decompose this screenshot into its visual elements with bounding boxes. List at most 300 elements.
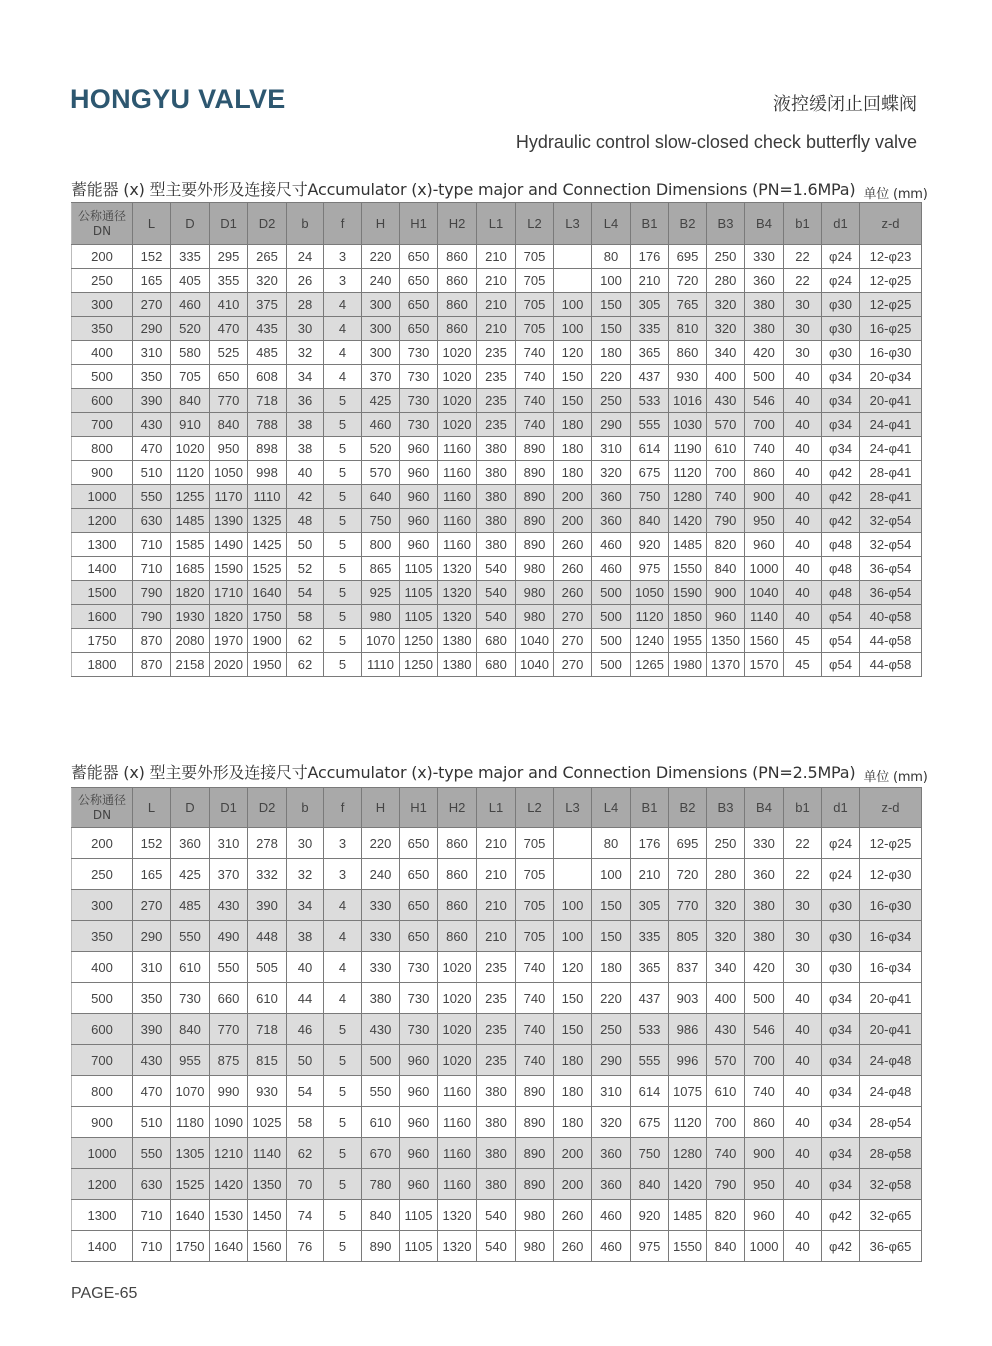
cell-b4: 1140 [745, 605, 784, 629]
cell-l2: 705 [516, 828, 554, 859]
column-header-z-d: z-d [860, 788, 922, 828]
cell-z-d: 12-φ25 [860, 269, 922, 293]
cell-l1: 380 [477, 461, 516, 485]
cell-b1: 30 [784, 317, 822, 341]
cell-b4: 380 [745, 921, 784, 952]
cell-l2: 705 [516, 245, 554, 269]
cell-l2: 705 [516, 317, 554, 341]
cell-d1: 950 [210, 437, 248, 461]
cell-b: 54 [287, 581, 324, 605]
cell-d1: φ30 [822, 341, 860, 365]
column-header-b2: B2 [669, 203, 707, 245]
cell-l: 870 [133, 653, 171, 677]
cell-z-d: 28-φ58 [860, 1138, 922, 1169]
cell-b2: 1420 [669, 1169, 707, 1200]
cell-f: 5 [324, 485, 362, 509]
cell-z-d: 16-φ30 [860, 890, 922, 921]
cell-h1: 730 [400, 413, 438, 437]
cell-l3: 260 [554, 1231, 592, 1262]
cell-b1: 305 [631, 890, 669, 921]
cell-f: 5 [324, 1076, 362, 1107]
cell-h2: 1020 [438, 389, 477, 413]
table-row [72, 828, 922, 859]
cell-d: 955 [171, 1045, 210, 1076]
cell-b2: 1075 [669, 1076, 707, 1107]
cell-l: 310 [133, 952, 171, 983]
cell-d1: φ42 [822, 509, 860, 533]
cell-h: 460 [362, 413, 400, 437]
cell-l4: 150 [592, 890, 631, 921]
cell-h1: 960 [400, 1045, 438, 1076]
cell-l2: 705 [516, 921, 554, 952]
cell-f: 4 [324, 341, 362, 365]
cell-l3: 270 [554, 653, 592, 677]
column-header-dn-cn: 公称通径 [77, 208, 126, 223]
cell-h1: 650 [400, 890, 438, 921]
cell-h1: 960 [400, 533, 438, 557]
column-header-h: H [362, 203, 400, 245]
cell-l2: 890 [516, 1107, 554, 1138]
cell-b4: 900 [745, 485, 784, 509]
cell-b4: 1040 [745, 581, 784, 605]
cell-l4: 500 [592, 581, 631, 605]
cell-b1: 30 [784, 890, 822, 921]
cell-b: 62 [287, 653, 324, 677]
cell-l4: 320 [592, 461, 631, 485]
column-header-b2: B2 [669, 788, 707, 828]
cell-b3: 610 [707, 1076, 745, 1107]
table-row [72, 605, 922, 629]
cell-b4: 740 [745, 437, 784, 461]
cell-l2: 980 [516, 1200, 554, 1231]
cell-l3: 180 [554, 413, 592, 437]
cell-b3: 790 [707, 1169, 745, 1200]
cell-d1: 770 [210, 389, 248, 413]
cell-b: 54 [287, 1076, 324, 1107]
cell-h: 750 [362, 509, 400, 533]
cell-f: 5 [324, 1138, 362, 1169]
cell-b: 32 [287, 341, 324, 365]
cell-b1: 22 [784, 269, 822, 293]
cell-f: 5 [324, 461, 362, 485]
cell-l2: 740 [516, 983, 554, 1014]
cell-b1: 975 [631, 1231, 669, 1262]
cell-l2: 890 [516, 461, 554, 485]
cell-z-d: 20-φ34 [860, 365, 922, 389]
cell-d1: φ34 [822, 365, 860, 389]
cell-b4: 700 [745, 413, 784, 437]
cell-z-d: 12-φ30 [860, 859, 922, 890]
cell-h2: 860 [438, 317, 477, 341]
column-header-dn [72, 788, 133, 828]
cell-l1: 540 [477, 581, 516, 605]
cell-h: 1070 [362, 629, 400, 653]
cell-d1: φ30 [822, 293, 860, 317]
column-header-b1: b1 [784, 203, 822, 245]
cell-l2: 1040 [516, 653, 554, 677]
cell-dn: 200 [72, 828, 133, 859]
cell-b1: 176 [631, 828, 669, 859]
cell-l2: 705 [516, 890, 554, 921]
cell-b4: 740 [745, 1076, 784, 1107]
table-row [72, 921, 922, 952]
cell-b3: 570 [707, 413, 745, 437]
table-row [72, 1076, 922, 1107]
cell-b1: 40 [784, 1014, 822, 1045]
cell-h1: 650 [400, 293, 438, 317]
cell-b4: 360 [745, 269, 784, 293]
cell-d: 360 [171, 828, 210, 859]
cell-z-d: 16-φ25 [860, 317, 922, 341]
cell-b1: 365 [631, 952, 669, 983]
table-row [72, 1045, 922, 1076]
cell-b1: 40 [784, 581, 822, 605]
cell-h2: 1320 [438, 605, 477, 629]
cell-d: 1255 [171, 485, 210, 509]
cell-l1: 235 [477, 952, 516, 983]
cell-h1: 730 [400, 983, 438, 1014]
cell-l: 790 [133, 605, 171, 629]
cell-d2: 1525 [248, 557, 287, 581]
cell-d: 1750 [171, 1231, 210, 1262]
cell-h2: 1320 [438, 557, 477, 581]
cell-d1: 1050 [210, 461, 248, 485]
cell-d: 610 [171, 952, 210, 983]
cell-b1: 30 [784, 952, 822, 983]
cell-h2: 860 [438, 890, 477, 921]
cell-b3: 400 [707, 983, 745, 1014]
cell-l3: 150 [554, 365, 592, 389]
cell-z-d: 32-φ65 [860, 1200, 922, 1231]
cell-f: 3 [324, 828, 362, 859]
cell-l4: 150 [592, 317, 631, 341]
table-row [72, 437, 922, 461]
column-header-d2: D2 [248, 203, 287, 245]
cell-l3: 120 [554, 341, 592, 365]
cell-d2: 1950 [248, 653, 287, 677]
cell-b3: 280 [707, 859, 745, 890]
cell-l3 [554, 245, 592, 269]
cell-l: 270 [133, 890, 171, 921]
cell-z-d: 28-φ41 [860, 485, 922, 509]
cell-l1: 210 [477, 921, 516, 952]
column-header-h2: H2 [438, 203, 477, 245]
cell-l3: 260 [554, 1200, 592, 1231]
cell-h1: 960 [400, 485, 438, 509]
cell-b1: 1240 [631, 629, 669, 653]
cell-d: 335 [171, 245, 210, 269]
cell-d: 1685 [171, 557, 210, 581]
cell-d: 550 [171, 921, 210, 952]
cell-b2: 903 [669, 983, 707, 1014]
cell-d2: 448 [248, 921, 287, 952]
cell-h2: 1160 [438, 1107, 477, 1138]
cell-l4: 220 [592, 983, 631, 1014]
cell-d2: 1750 [248, 605, 287, 629]
table-row [72, 1169, 922, 1200]
cell-b3: 340 [707, 341, 745, 365]
cell-d1: 410 [210, 293, 248, 317]
cell-h: 220 [362, 828, 400, 859]
cell-b2: 860 [669, 341, 707, 365]
cell-b1: 614 [631, 437, 669, 461]
cell-b: 52 [287, 557, 324, 581]
cell-l4: 320 [592, 1107, 631, 1138]
cell-l: 270 [133, 293, 171, 317]
cell-b1: 1050 [631, 581, 669, 605]
cell-l4: 310 [592, 1076, 631, 1107]
cell-f: 5 [324, 533, 362, 557]
cell-l: 165 [133, 269, 171, 293]
cell-h: 500 [362, 1045, 400, 1076]
cell-z-d: 24-φ41 [860, 413, 922, 437]
cell-z-d: 16-φ34 [860, 952, 922, 983]
cell-l: 350 [133, 365, 171, 389]
cell-b2: 930 [669, 365, 707, 389]
cell-h1: 1105 [400, 605, 438, 629]
cell-h: 240 [362, 269, 400, 293]
cell-b3: 400 [707, 365, 745, 389]
cell-d2: 332 [248, 859, 287, 890]
column-header-f: f [324, 788, 362, 828]
cell-h1: 960 [400, 437, 438, 461]
cell-l4: 360 [592, 485, 631, 509]
cell-h: 240 [362, 859, 400, 890]
column-header-dn-cn: 公称通径 [77, 792, 126, 807]
cell-h1: 730 [400, 1014, 438, 1045]
cell-l: 310 [133, 341, 171, 365]
cell-b1: 40 [784, 485, 822, 509]
cell-h2: 1320 [438, 1231, 477, 1262]
cell-b1: 45 [784, 629, 822, 653]
cell-l4: 460 [592, 533, 631, 557]
page-number: PAGE-65 [71, 1285, 138, 1302]
cell-l2: 980 [516, 557, 554, 581]
cell-b3: 430 [707, 1014, 745, 1045]
cell-b3: 430 [707, 389, 745, 413]
cell-h1: 960 [400, 1076, 438, 1107]
cell-l2: 1040 [516, 629, 554, 653]
cell-b1: 40 [784, 389, 822, 413]
cell-b2: 1120 [669, 1107, 707, 1138]
column-header-h2: H2 [438, 788, 477, 828]
cell-dn: 600 [72, 1014, 133, 1045]
cell-l1: 680 [477, 629, 516, 653]
cell-b2: 805 [669, 921, 707, 952]
cell-d1: φ30 [822, 921, 860, 952]
cell-d1: φ34 [822, 413, 860, 437]
cell-h1: 960 [400, 1107, 438, 1138]
cell-dn: 350 [72, 317, 133, 341]
cell-h: 520 [362, 437, 400, 461]
cell-b3: 740 [707, 1138, 745, 1169]
cell-l1: 235 [477, 365, 516, 389]
column-header-d1: d1 [822, 788, 860, 828]
column-header-l: L [133, 203, 171, 245]
cell-b4: 380 [745, 890, 784, 921]
cell-b3: 1370 [707, 653, 745, 677]
cell-d: 1525 [171, 1169, 210, 1200]
cell-d2: 1140 [248, 1138, 287, 1169]
cell-b1: 40 [784, 1076, 822, 1107]
column-header-b: b [287, 203, 324, 245]
cell-b3: 250 [707, 245, 745, 269]
cell-l1: 235 [477, 389, 516, 413]
cell-f: 5 [324, 1014, 362, 1045]
cell-h2: 1160 [438, 437, 477, 461]
cell-h2: 1160 [438, 1076, 477, 1107]
table-row [72, 461, 922, 485]
cell-b3: 820 [707, 533, 745, 557]
cell-z-d: 24-φ48 [860, 1045, 922, 1076]
cell-l: 470 [133, 437, 171, 461]
cell-d1: 650 [210, 365, 248, 389]
cell-h1: 650 [400, 828, 438, 859]
cell-l2: 740 [516, 1014, 554, 1045]
cell-l4: 460 [592, 1231, 631, 1262]
cell-h2: 1160 [438, 461, 477, 485]
table-row [72, 341, 922, 365]
cell-b1: 975 [631, 557, 669, 581]
cell-h2: 1380 [438, 653, 477, 677]
cell-dn: 1800 [72, 653, 133, 677]
cell-l: 152 [133, 245, 171, 269]
cell-b: 38 [287, 413, 324, 437]
cell-h2: 1160 [438, 1138, 477, 1169]
cell-d2: 1900 [248, 629, 287, 653]
column-header-l4: L4 [592, 203, 631, 245]
table-row [72, 245, 922, 269]
cell-b1: 40 [784, 413, 822, 437]
cell-b4: 546 [745, 389, 784, 413]
cell-f: 5 [324, 557, 362, 581]
cell-l: 152 [133, 828, 171, 859]
cell-l4: 250 [592, 389, 631, 413]
cell-l4: 100 [592, 269, 631, 293]
table-header-row [72, 203, 922, 245]
table-caption-pn16 [71, 177, 928, 200]
cell-f: 5 [324, 581, 362, 605]
cell-b3: 820 [707, 1200, 745, 1231]
cell-b: 46 [287, 1014, 324, 1045]
cell-f: 3 [324, 269, 362, 293]
cell-b: 50 [287, 1045, 324, 1076]
cell-b: 44 [287, 983, 324, 1014]
cell-b2: 770 [669, 890, 707, 921]
cell-b3: 700 [707, 1107, 745, 1138]
column-header-d: D [171, 788, 210, 828]
cell-f: 5 [324, 413, 362, 437]
cell-b3: 700 [707, 461, 745, 485]
cell-b3: 280 [707, 269, 745, 293]
cell-l2: 890 [516, 1138, 554, 1169]
cell-f: 5 [324, 1200, 362, 1231]
column-header-h: H [362, 788, 400, 828]
cell-b: 38 [287, 921, 324, 952]
cell-b3: 790 [707, 509, 745, 533]
cell-b2: 1980 [669, 653, 707, 677]
table-row [72, 365, 922, 389]
dimensions-table-pn16 [71, 202, 922, 677]
cell-b1: 365 [631, 341, 669, 365]
cell-b1: 305 [631, 293, 669, 317]
cell-b4: 500 [745, 983, 784, 1014]
cell-b2: 695 [669, 828, 707, 859]
column-header-l3: L3 [554, 788, 592, 828]
cell-l1: 680 [477, 653, 516, 677]
cell-d1: 295 [210, 245, 248, 269]
cell-d1: φ42 [822, 1231, 860, 1262]
cell-h1: 730 [400, 365, 438, 389]
table-row [72, 413, 922, 437]
cell-l2: 740 [516, 952, 554, 983]
cell-h2: 860 [438, 828, 477, 859]
column-header-d2: D2 [248, 788, 287, 828]
cell-l3: 180 [554, 1107, 592, 1138]
cell-d: 2080 [171, 629, 210, 653]
cell-z-d: 20-φ41 [860, 1014, 922, 1045]
cell-d: 1640 [171, 1200, 210, 1231]
cell-b2: 1485 [669, 1200, 707, 1231]
cell-d1: φ24 [822, 859, 860, 890]
cell-dn: 1400 [72, 1231, 133, 1262]
cell-f: 4 [324, 317, 362, 341]
cell-l: 630 [133, 1169, 171, 1200]
cell-h1: 650 [400, 317, 438, 341]
cell-b3: 740 [707, 485, 745, 509]
cell-d: 730 [171, 983, 210, 1014]
cell-b1: 40 [784, 461, 822, 485]
cell-d1: φ54 [822, 629, 860, 653]
cell-f: 5 [324, 437, 362, 461]
cell-l4: 360 [592, 1138, 631, 1169]
cell-h: 330 [362, 921, 400, 952]
cell-l1: 210 [477, 317, 516, 341]
cell-h2: 1160 [438, 509, 477, 533]
cell-l3: 180 [554, 461, 592, 485]
cell-h: 220 [362, 245, 400, 269]
cell-d: 580 [171, 341, 210, 365]
cell-f: 5 [324, 653, 362, 677]
cell-b2: 1280 [669, 485, 707, 509]
cell-l: 550 [133, 1138, 171, 1169]
cell-l4: 290 [592, 413, 631, 437]
cell-h2: 860 [438, 245, 477, 269]
cell-l: 510 [133, 1107, 171, 1138]
cell-b1: 40 [784, 1138, 822, 1169]
cell-l2: 740 [516, 341, 554, 365]
cell-b1: 920 [631, 533, 669, 557]
cell-l: 710 [133, 1200, 171, 1231]
cell-l1: 235 [477, 341, 516, 365]
cell-h1: 1105 [400, 557, 438, 581]
cell-d2: 930 [248, 1076, 287, 1107]
cell-d: 840 [171, 1014, 210, 1045]
cell-d2: 1325 [248, 509, 287, 533]
cell-b1: 40 [784, 533, 822, 557]
cell-dn: 800 [72, 437, 133, 461]
cell-f: 4 [324, 921, 362, 952]
cell-h2: 860 [438, 269, 477, 293]
cell-l1: 235 [477, 413, 516, 437]
cell-h2: 1020 [438, 1014, 477, 1045]
cell-b2: 1280 [669, 1138, 707, 1169]
cell-h: 330 [362, 952, 400, 983]
cell-d: 1180 [171, 1107, 210, 1138]
cell-b1: 750 [631, 485, 669, 509]
cell-l4: 360 [592, 1169, 631, 1200]
cell-b4: 960 [745, 533, 784, 557]
